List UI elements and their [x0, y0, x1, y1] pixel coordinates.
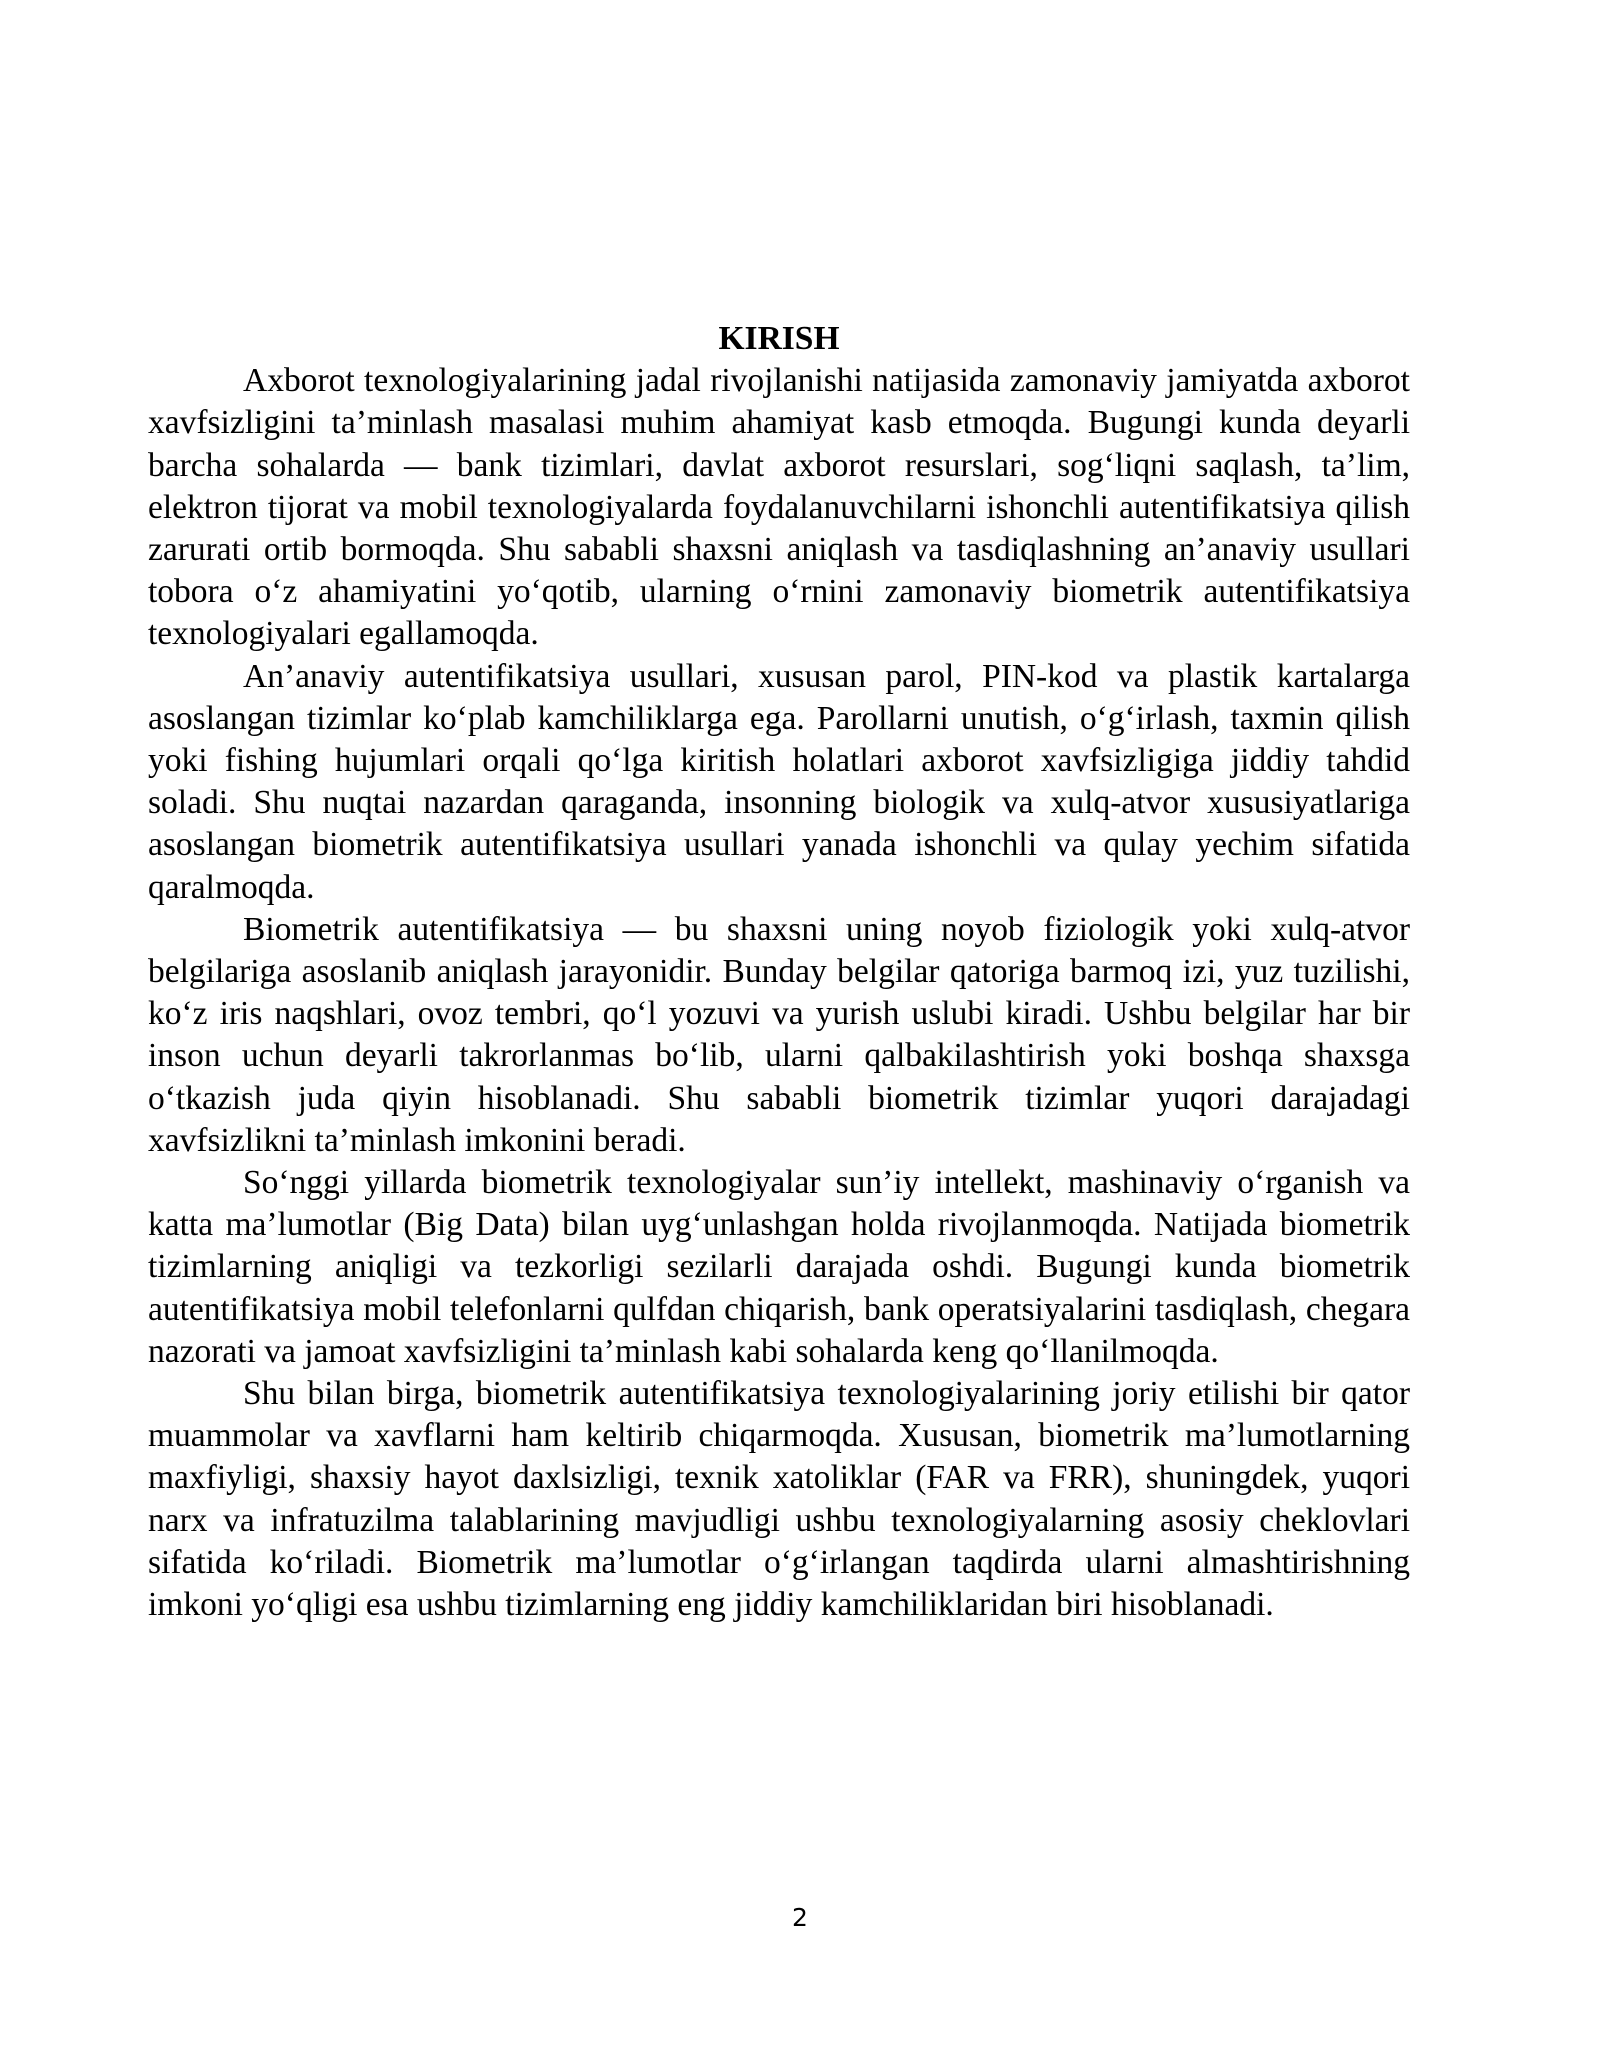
paragraph-5: Shu bilan birga, biometrik autentifikatsiya texnologiyalarining joriy etilishi bir qator muammolar va xavflarni ham keltirib chiqarmoqda. Xususan, biometrik ma’lumotlarning maxfiyligi, shaxsiy hayot daxlsizligi, texnik xatoliklar (FAR va FRR), shuningdek, yuqori narx va infratuzilma talablarining mavjudligi ushbu texnologiyalarning asosiy cheklovlari sifatida ko‘riladi. Biometrik ma’lumotlar o‘g‘irlangan taqdirda ularni almashtirishning imkoni yo‘qligi esa ushbu tizimlarning eng jiddiy kamchiliklaridan biri hisoblanadi. [148, 1375, 1410, 1624]
section-title: KIRISH [718, 320, 840, 357]
page-content [148, 318, 1410, 1626]
page-number: 2 [792, 1903, 808, 1932]
paragraph-4: So‘nggi yillarda biometrik texnologiyalar sun’iy intellekt, mashinaviy o‘rganish va katta ma’lumotlar (Big Data) bilan uyg‘unlashgan holda rivojlanmoqda. Natijada biometrik tizimlarning aniqligi va tezkorligi sezilarli darajada oshdi. Bugungi kunda biometrik autentifikatsiya mobil telefonlarni qulfdan chiqarish, bank operatsiyalarini tasdiqlash, chegara nazorati va jamoat xavfsizligini ta’minlash kabi sohalarda keng qo‘llanilmoqda. [148, 1164, 1410, 1370]
paragraph-2: An’anaviy autentifikatsiya usullari, xususan parol, PIN-kod va plastik kartalarga asoslangan tizimlar ko‘plab kamchiliklarga ega. Parollarni unutish, o‘g‘irlash, taxmin qilish yoki fishing hujumlari orqali qo‘lga kiritish holatlari axborot xavfsizligiga jiddiy tahdid soladi. Shu nuqtai nazardan qaraganda, insonning biologik va xulq-atvor xususiyatlariga asoslangan biometrik autentifikatsiya usullari yanada ishonchli va qulay yechim sifatida qaralmoqda. [148, 657, 1410, 906]
paragraph-3: Biometrik autentifikatsiya — bu shaxsni uning noyob fiziologik yoki xulq-atvor belgilariga asoslanib aniqlash jarayonidir. Bunday belgilar qatoriga barmoq izi, yuz tuzilishi, ko‘z iris naqshlari, ovoz tembri, qo‘l yozuvi va yurish uslubi kiradi. Ushbu belgilar har bir inson uchun deyarli takrorlanmas bo‘lib, ularni qalbakilashtirish yoki boshqa shaxsga o‘tkazish juda qiyin hisoblanadi. Shu sababli biometrik tizimlar yuqori darajadagi xavfsizlikni ta’minlash imkonini beradi. [148, 910, 1410, 1159]
paragraph-1: Axborot texnologiyalarining jadal rivojlanishi natijasida zamonaviy jamiyatda axborot xavfsizligini ta’minlash masalasi muhim ahamiyat kasb etmoqda. Bugungi kunda deyarli barcha sohalarda — bank tizimlari, davlat axborot resurslari, sog‘liqni saqlash, ta’lim, elektron tijorat va mobil texnologiyalarda foydalanuvchilarni ishonchli autentifikatsiya qilish zarurati ortib bormoqda. Shu sababli shaxsni aniqlash va tasdiqlashning an’anaviy usullari tobora o‘z ahamiyatini yo‘qotib, ularning o‘rnini zamonaviy biometrik autentifikatsiya texnologiyalari egallamoqda. [148, 362, 1410, 653]
